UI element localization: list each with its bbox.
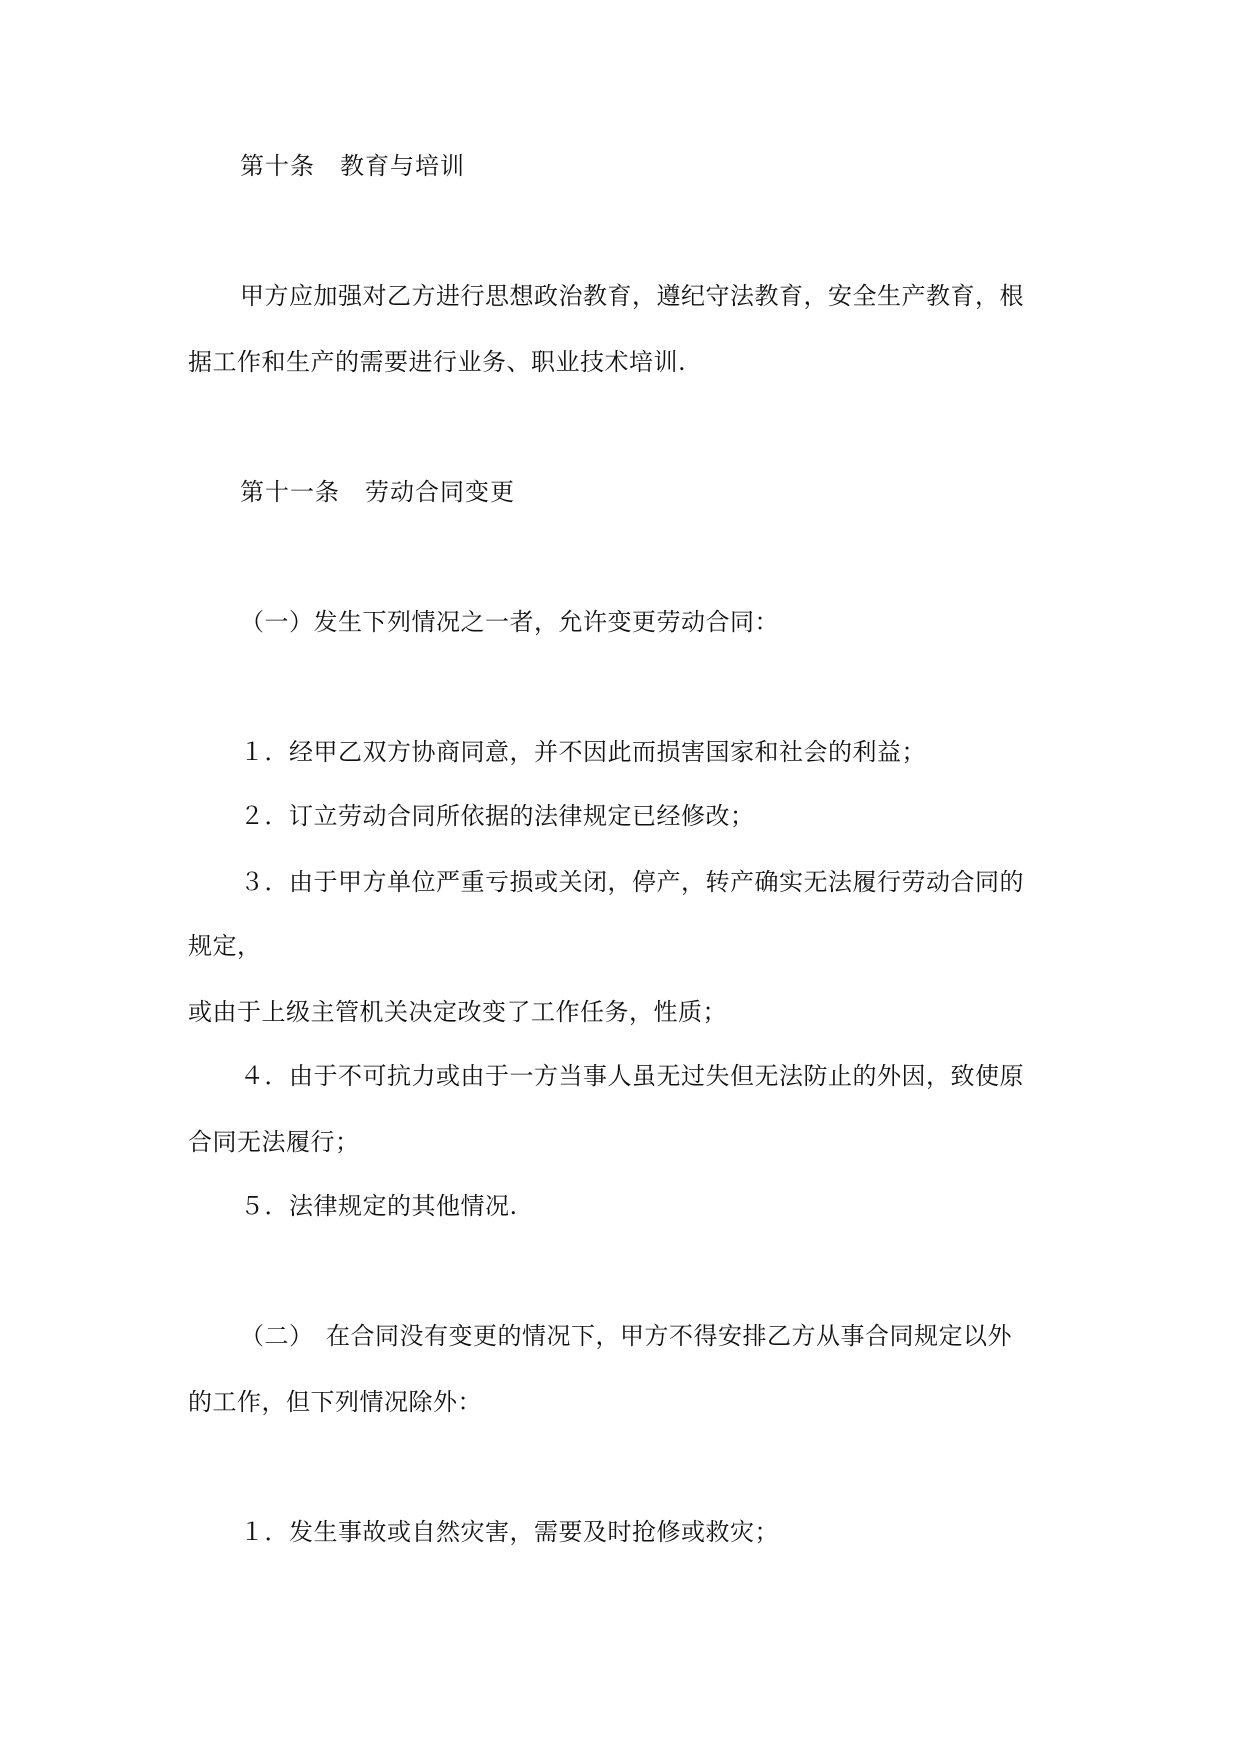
article-10-paragraph-line-2: 据工作和生产的需要进行业务、职业技术培训.	[188, 348, 687, 376]
section-2-item-1: １．发生事故或自然灾害，需要及时抢修或救灾；	[240, 1518, 779, 1546]
section-1-item-3-line-3: 或由于上级主管机关决定改变了工作任务，性质；	[188, 998, 727, 1026]
section-1-item-4-line-2: 合同无法履行；	[188, 1128, 360, 1156]
section-2-title-line-2: 的工作，但下列情况除外：	[188, 1388, 482, 1416]
article-11-heading: 第十一条 劳动合同变更	[240, 478, 515, 506]
section-1-item-4-line-1: ４．由于不可抗力或由于一方当事人虽无过失但无法防止的外因，致使原	[240, 1062, 1024, 1090]
section-1-item-3-line-2: 规定，	[188, 932, 262, 960]
article-10-heading: 第十条 教育与培训	[240, 152, 465, 180]
section-1-item-2: ２．订立劳动合同所依据的法律规定已经修改；	[240, 802, 755, 830]
section-1-item-1: １．经甲乙双方协商同意，并不因此而损害国家和社会的利益；	[240, 738, 926, 766]
article-10-paragraph-line-1: 甲方应加强对乙方进行思想政治教育，遵纪守法教育，安全生产教育，根	[240, 282, 1024, 310]
section-1-item-5: ５．法律规定的其他情况.	[240, 1192, 518, 1220]
section-1-title: （一）发生下列情况之一者，允许变更劳动合同：	[240, 608, 779, 636]
section-1-item-3-line-1: ３．由于甲方单位严重亏损或关闭，停产，转产确实无法履行劳动合同的	[240, 868, 1024, 896]
section-2-title-line-1: （二） 在合同没有变更的情况下，甲方不得安排乙方从事合同规定以外	[240, 1322, 1012, 1350]
